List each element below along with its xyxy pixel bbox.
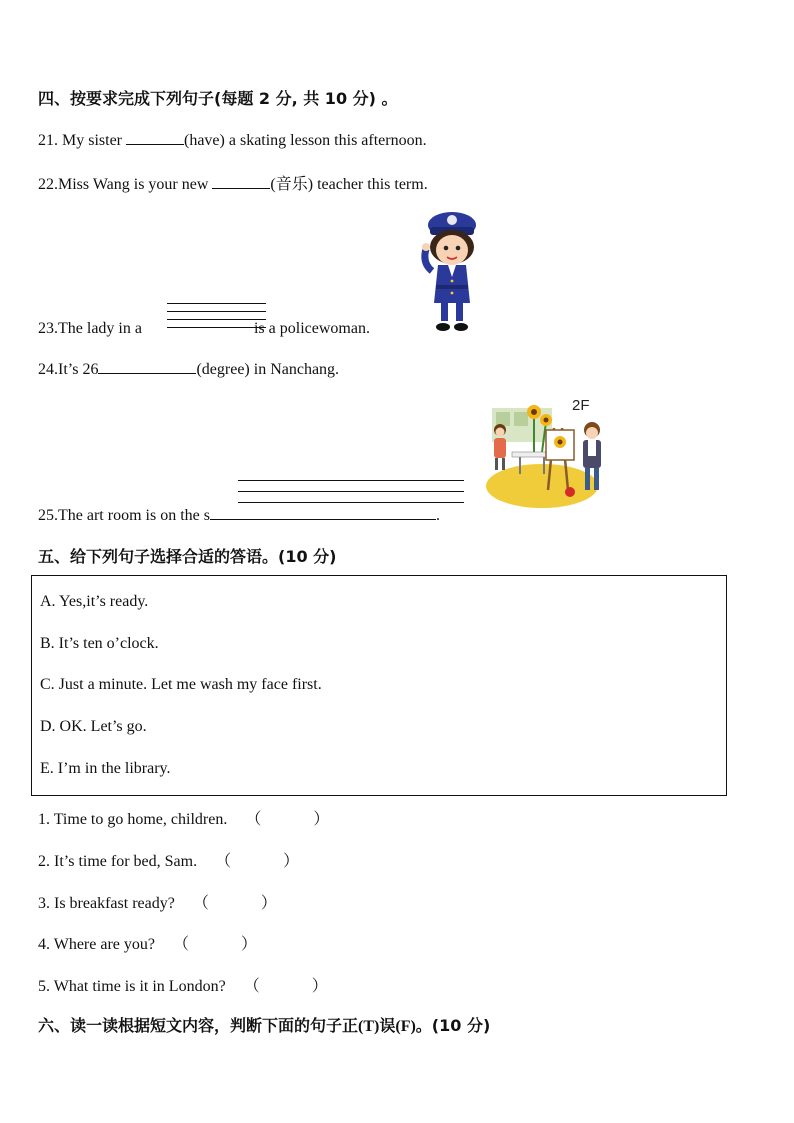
question-24 (38, 359, 339, 379)
heading-text: 六、读一读根据短文内容，判断下面的句子正 (38, 1016, 359, 1035)
heading-text: 。(10 分) (415, 1016, 491, 1035)
answer-parentheses[interactable]: （ ） (192, 895, 277, 912)
match-question-1 (38, 806, 329, 829)
question-number: 25 (38, 507, 54, 524)
answer-parentheses[interactable]: （ ） (215, 853, 300, 870)
question-number: 22 (38, 176, 54, 193)
match-question-5 (38, 973, 328, 996)
question-number: 23 (38, 320, 54, 337)
question-text-before: .The art room is on the s (54, 507, 210, 524)
answer-parentheses[interactable]: （ ） (172, 936, 258, 953)
question-text-after: is a policewoman. (249, 320, 370, 337)
section-6-heading (38, 1013, 490, 1036)
section-5-heading: 五、给下列句子选择合适的答语。(10 分) (38, 547, 337, 566)
question-number: 21 (38, 132, 54, 149)
options-box (31, 575, 727, 796)
answer-blank[interactable] (210, 505, 436, 520)
question-22 (38, 171, 428, 194)
option-a: A. Yes,it’s ready. (40, 593, 149, 610)
question-21 (38, 130, 427, 150)
question-number: 24 (38, 361, 54, 378)
question-text: 2. It’s time for bed, Sam. (38, 853, 198, 870)
answer-blank[interactable] (126, 130, 184, 145)
question-text-before: .Miss Wang is your new (54, 176, 213, 193)
question-25 (38, 505, 440, 525)
answer-blank[interactable] (98, 359, 196, 374)
answer-blank[interactable] (212, 174, 270, 189)
answer-parentheses[interactable]: （ ） (243, 978, 328, 995)
option-d: D. OK. Let’s go. (40, 718, 147, 735)
match-question-3 (38, 890, 277, 913)
match-question-4 (38, 931, 257, 954)
question-text-after: . (435, 507, 440, 524)
question-text-after: (have) a skating lesson this afternoon. (184, 132, 427, 149)
match-question-2 (38, 848, 299, 871)
answer-parentheses[interactable]: （ ） (245, 811, 330, 828)
question-text-before: .The lady in a (54, 320, 146, 337)
section-4-heading: 四、按要求完成下列句子(每题 2 分, 共 10 分) 。 (38, 89, 398, 108)
question-text: 3. Is breakfast ready? (38, 895, 175, 912)
option-e: E. I’m in the library. (40, 760, 171, 777)
question-text: 1. Time to go home, children. (38, 811, 228, 828)
question-text-before: .It’s 26 (54, 361, 99, 378)
heading-text: 误 (379, 1016, 396, 1035)
art-room-illustration (482, 394, 612, 518)
question-text: 5. What time is it in London? (38, 978, 226, 995)
false-marker: (F) (395, 1018, 416, 1035)
question-text: 4. Where are you? (38, 936, 155, 953)
question-23 (38, 320, 370, 338)
question-text-after: (degree) in Nanchang. (196, 361, 340, 378)
question-text-before: . My sister (54, 132, 126, 149)
floor-label: 2F (572, 397, 590, 414)
option-c: C. Just a minute. Let me wash my face first. (40, 676, 322, 693)
question-text-after: (音乐) teacher this term. (270, 176, 428, 193)
true-marker: (T) (358, 1018, 380, 1035)
option-b: B. It’s ten o’clock. (40, 635, 159, 652)
policewoman-illustration (412, 205, 488, 335)
